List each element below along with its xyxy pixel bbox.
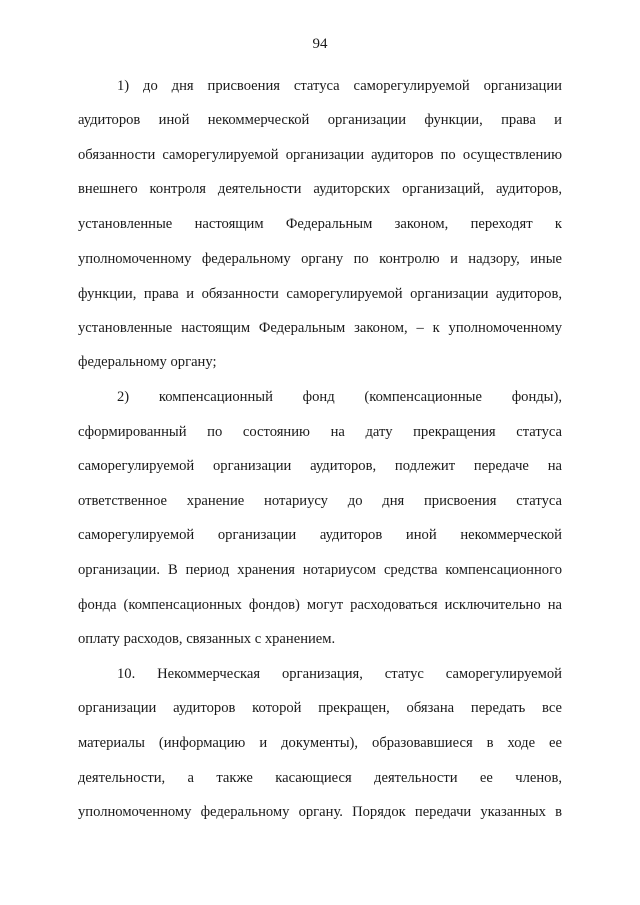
text-line: аудиторов иной некоммерческой организации функции, права и bbox=[78, 112, 562, 128]
text-line: установленные настоящим Федеральным законом, – к уполномоченному bbox=[78, 320, 562, 336]
text-line: деятельности, а также касающиеся деятельности ее членов, bbox=[78, 770, 562, 786]
text-line: 10. Некоммерческая организация, статус саморегулируемой bbox=[117, 666, 562, 682]
text-line: организации. В период хранения нотариусом средства компенсационного bbox=[78, 562, 562, 578]
text-line: оплату расходов, связанных с хранением. bbox=[78, 631, 336, 647]
text-line: федеральному органу; bbox=[78, 354, 217, 370]
text-line: фонда (компенсационных фондов) могут расходоваться исключительно на bbox=[78, 597, 562, 613]
text-line: обязанности саморегулируемой организации аудиторов по осуществлению bbox=[78, 147, 562, 163]
text-line: сформированный по состоянию на дату прекращения статуса bbox=[78, 424, 562, 440]
text-line: 1) до дня присвоения статуса саморегулируемой организации bbox=[117, 78, 562, 94]
page-number: 94 bbox=[312, 36, 328, 52]
text-line: уполномоченному федеральному органу по контролю и надзору, иные bbox=[78, 251, 562, 267]
text-line: организации аудиторов которой прекращен, обязана передать все bbox=[78, 700, 562, 716]
text-line: уполномоченному федеральному органу. Порядок передачи указанных в bbox=[78, 804, 562, 820]
text-line: саморегулируемой организации аудиторов иной некоммерческой bbox=[78, 527, 562, 543]
text-line: установленные настоящим Федеральным законом, переходят к bbox=[78, 216, 562, 232]
text-line: внешнего контроля деятельности аудиторских организаций, аудиторов, bbox=[78, 181, 562, 197]
text-line: саморегулируемой организации аудиторов, подлежит передаче на bbox=[78, 458, 562, 474]
text-line: материалы (информацию и документы), образовавшиеся в ходе ее bbox=[78, 735, 562, 751]
text-line: ответственное хранение нотариусу до дня присвоения статуса bbox=[78, 493, 562, 509]
text-line: 2) компенсационный фонд (компенсационные фонды), bbox=[117, 389, 562, 405]
text-line: функции, права и обязанности саморегулируемой организации аудиторов, bbox=[78, 286, 562, 302]
